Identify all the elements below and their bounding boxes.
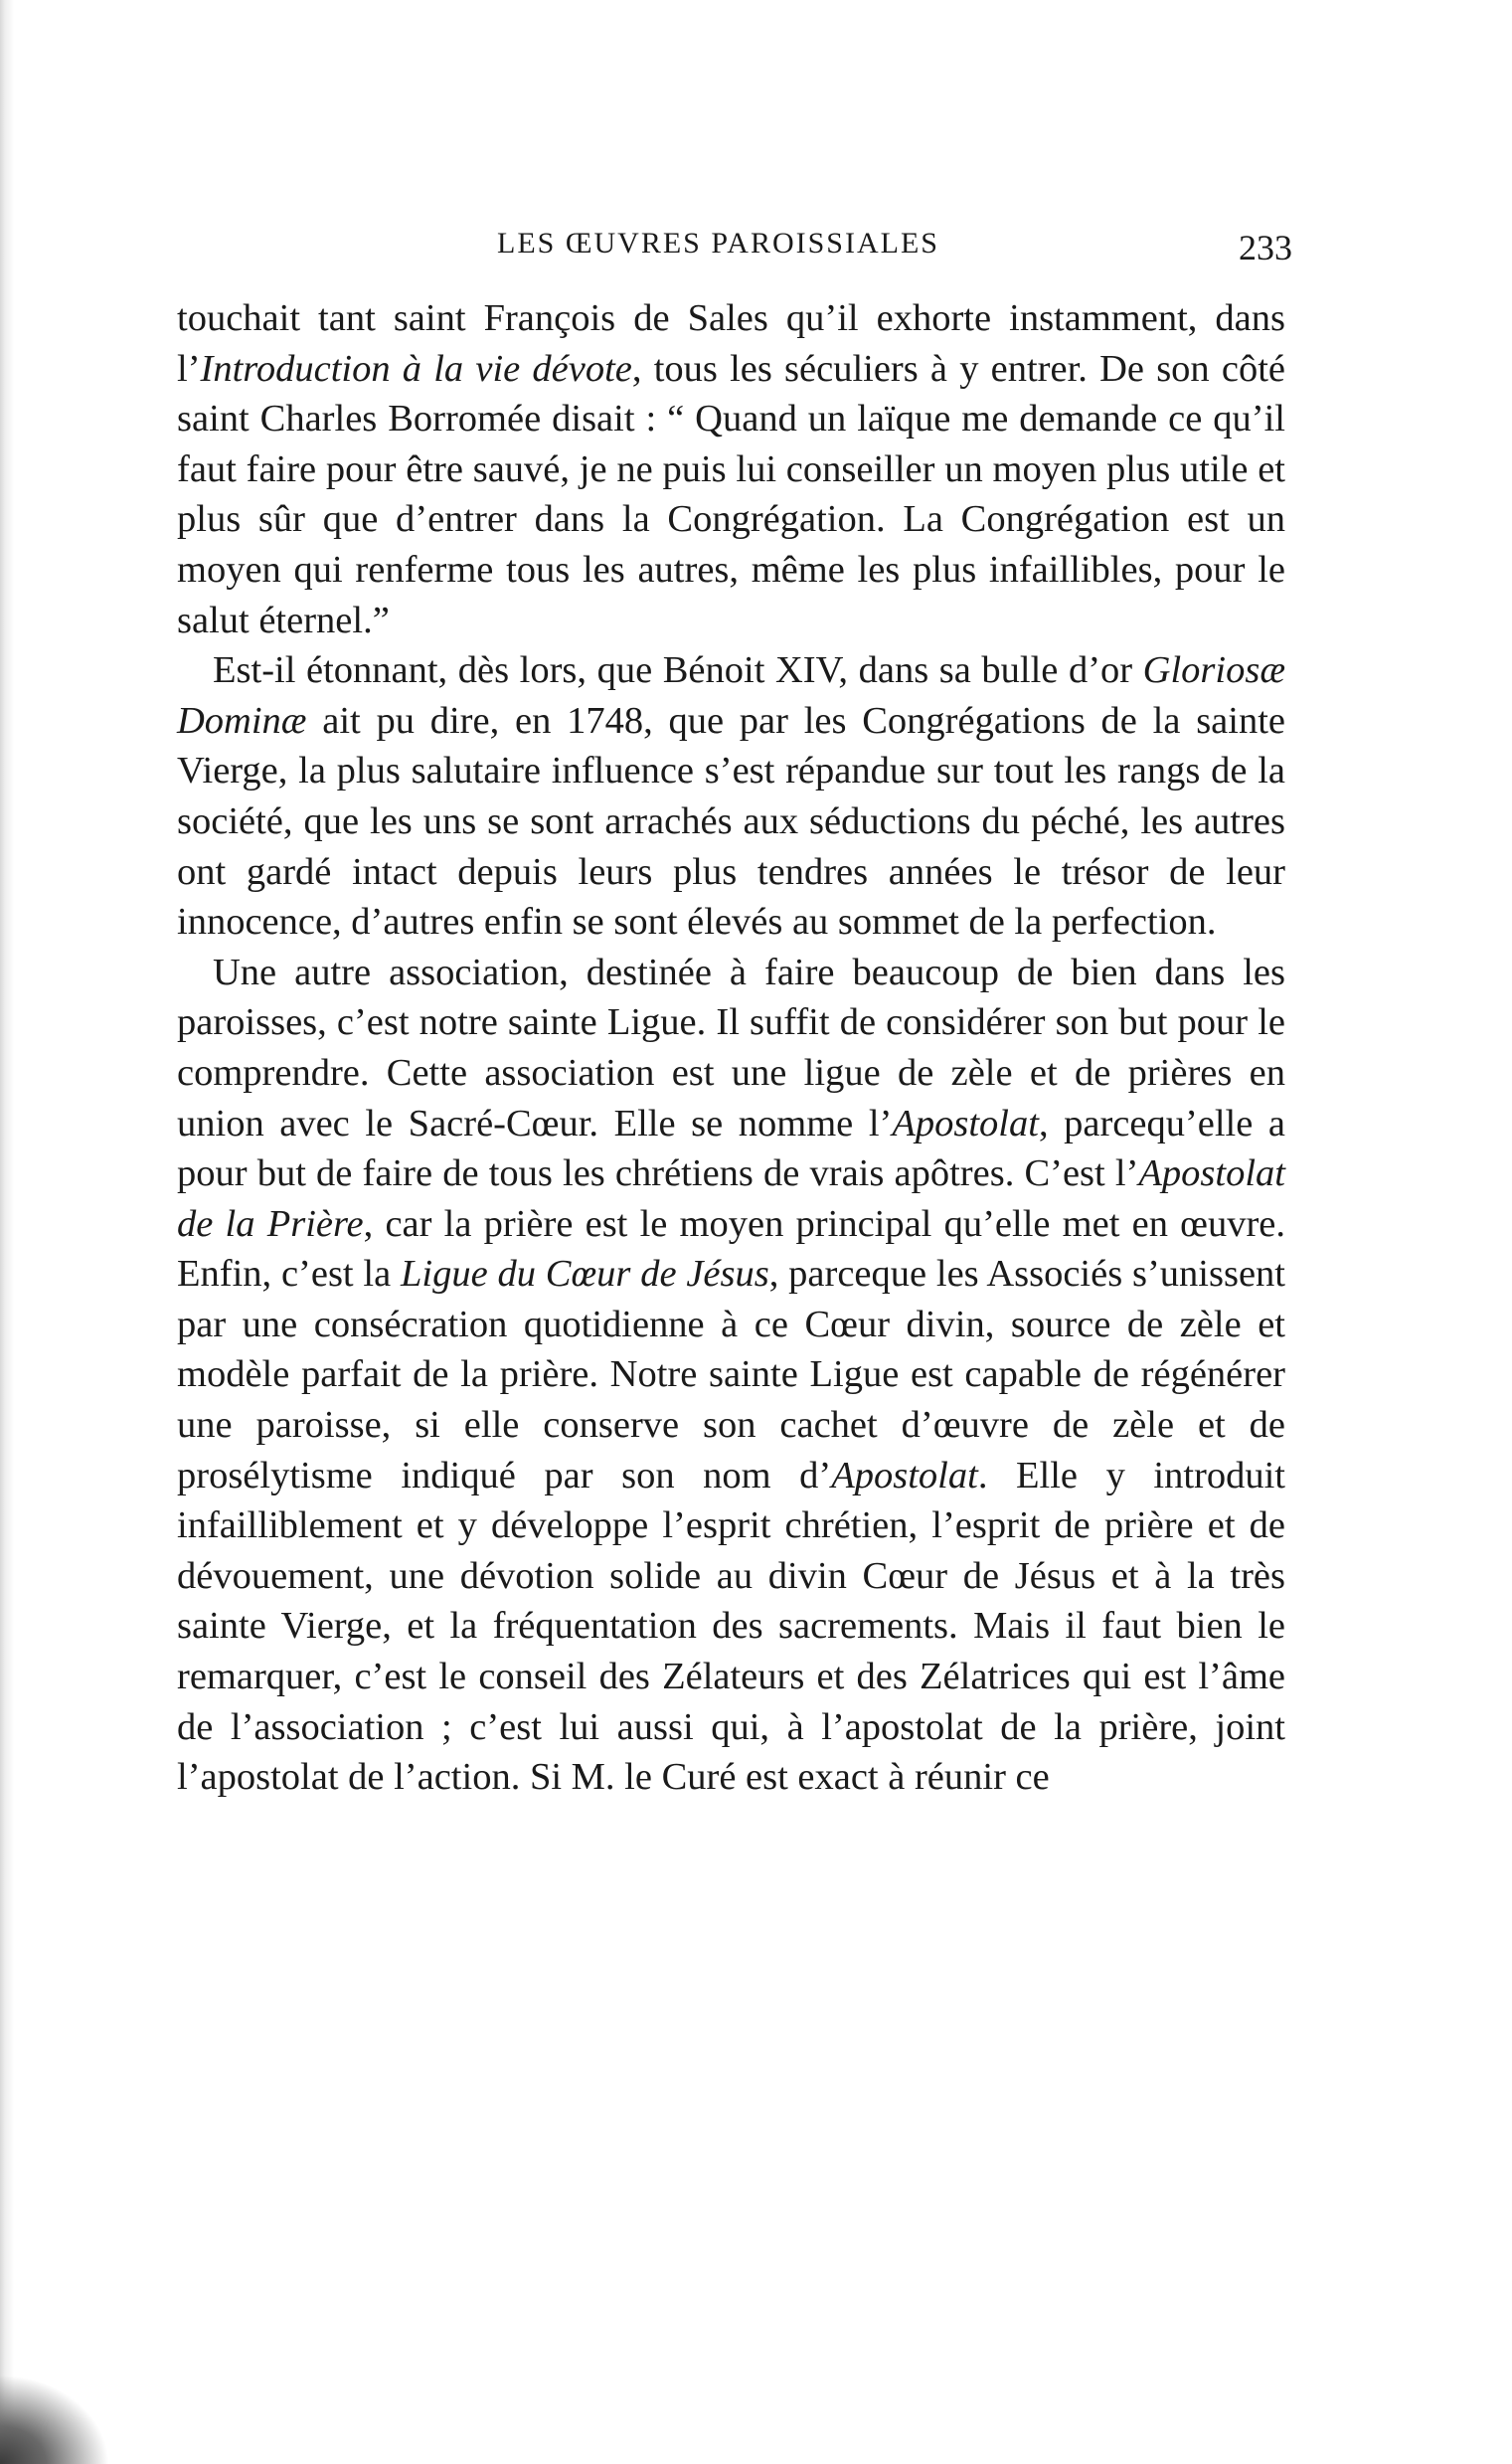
paragraph [177, 948, 1285, 1803]
text-run: . Elle y introduit infailliblement et y développe l’esprit chrétien, l’esprit de prière et de dévouement, une dévotion solide au divin Cœur de Jésus et à la très sainte Vierge, et la fréquentation des sacrements. Mais il faut bien le remarquer, c’est le conseil des Zélateurs et des Zélatrices qui est l’âme de l’association ; c’est lui aussi qui, à l’apostolat de la prière, joint l’apostolat de l’action. Si M. le Curé est exact à réunir ce [177, 1454, 1286, 1799]
running-title: LES ŒUVRES PAROISSIALES [497, 227, 939, 260]
body-text [177, 293, 1285, 1803]
text-run: Est-il étonnant, dès lors, que Bénoit XIV, dans sa bulle d’or [213, 649, 1143, 692]
paragraph [177, 293, 1285, 645]
text-run: , parcequ’elle a pour but de faire de tous les chrétiens de vrais apôtres. C’est l’ [177, 1102, 1285, 1195]
page-header [179, 227, 1292, 266]
italic-text-run: Apostolat [892, 1102, 1039, 1144]
paragraph [177, 645, 1285, 948]
text-run: , parceque les Associés s’unissent par une consécration quotidienne à ce Cœur divin, source de zèle et modèle parfait de la prière. Notre sainte Ligue est capable de régénérer une paroisse, si elle conserve son cachet d’œuvre de zèle et de prosélytisme indiqué par son nom d’ [177, 1253, 1285, 1496]
italic-text-run: Introduction à la vie dévote [200, 347, 632, 390]
text-run: Une autre association, destinée à faire beaucoup de bien dans les paroisses, c’est notre sainte Ligue. Il suffit de considérer son but pour le comprendre. Cette association est une ligue de zèle et de prières en union avec le Sacré-Cœur. Elle se nomme l’ [177, 951, 1285, 1144]
scan-page-edge [0, 0, 14, 2464]
text-run: , tous les séculiers à y entrer. De son côté saint Charles Borromée disait : “ Quand un laïque me demande ce qu’il faut faire pour être sauvé, je ne puis lui conseiller un moyen plus utile et plus sûr que d’entrer dans la Congrégation. La Congrégation est un moyen qui renferme tous les autres, même les plus infaillibles, pour le salut éternel.” [177, 347, 1285, 641]
page-number: 233 [1239, 228, 1292, 267]
italic-text-run: Apostolat [831, 1454, 978, 1496]
italic-text-run: Apostolat de la Prière [177, 1152, 1285, 1245]
italic-text-run: Ligue du Cœur de Jésus [401, 1253, 769, 1296]
italic-text-run: Gloriosæ Dominæ [177, 649, 1285, 742]
text-run: touchait tant saint François de Sales qu’il exhorte instamment, dans l’ [177, 297, 1285, 390]
scan-corner-shadow [0, 2375, 109, 2464]
text-run: , car la prière est le moyen principal qu’elle met en œuvre. Enfin, c’est la [177, 1202, 1285, 1296]
text-run: ait pu dire, en 1748, que par les Congrégations de la sainte Vierge, la plus salutaire influence s’est répandue sur tout les rangs de la société, que les uns se sont arrachés aux séductions du péché, les autres ont gardé intact depuis leurs plus tendres années le trésor de leur innocence, d’autres enfin se sont élevés au sommet de la perfection. [177, 699, 1285, 944]
